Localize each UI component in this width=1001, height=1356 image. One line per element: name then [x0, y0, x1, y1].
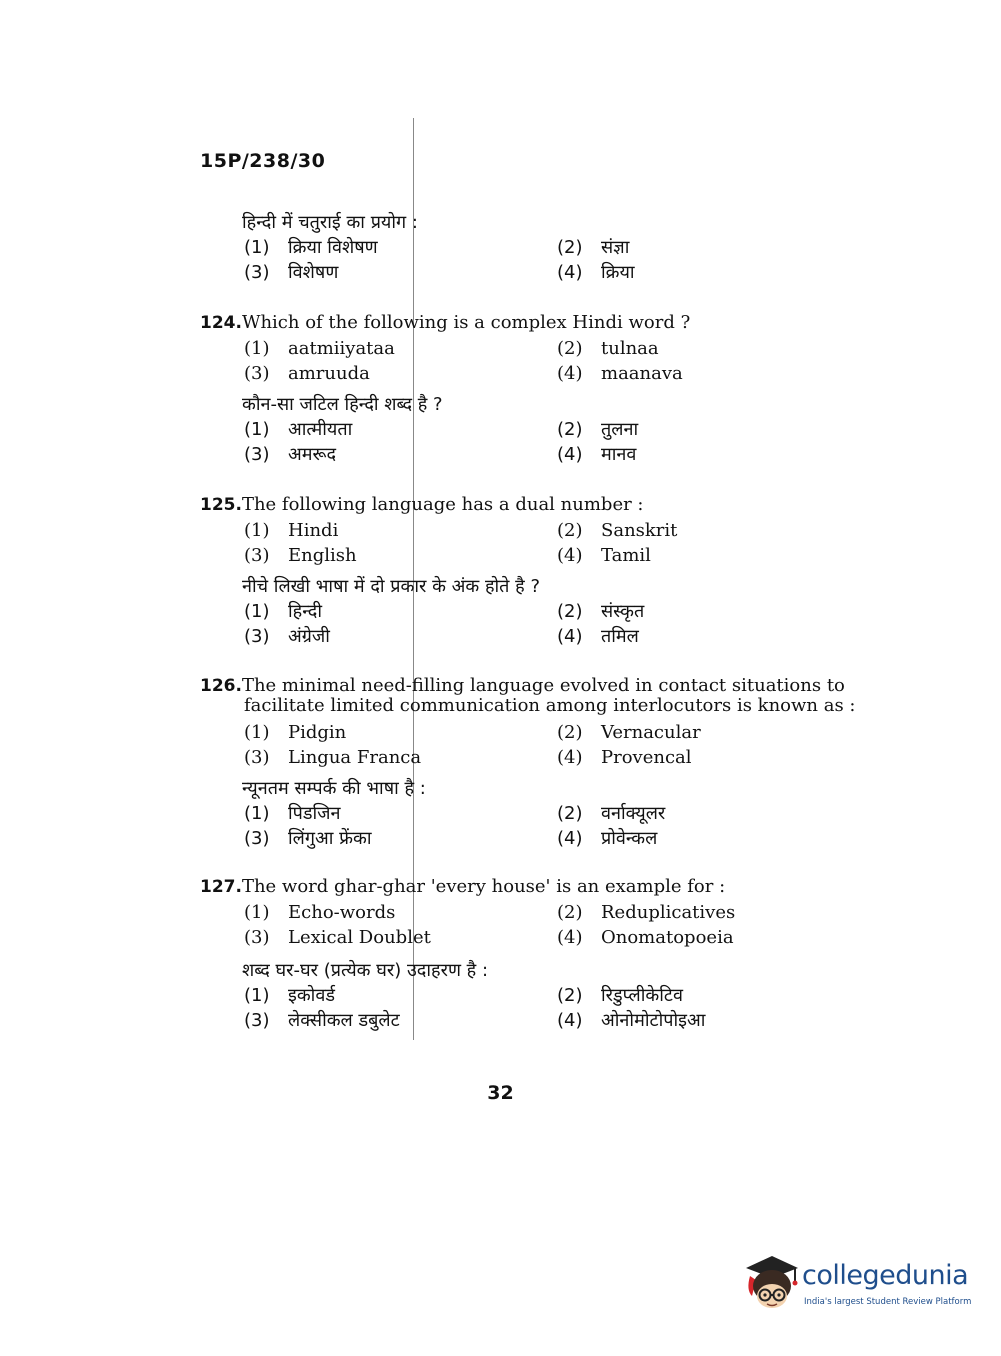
brand-tagline: India's largest Student Review Platform	[804, 1297, 972, 1307]
option-4: (4) ओनोमोटोपोइआ	[557, 1010, 706, 1031]
option-3: (3) Lexical Doublet	[244, 927, 431, 948]
option-1: (1) क्रिया विशेषण	[244, 237, 378, 258]
option-2: (2) संस्कृत	[557, 601, 645, 622]
brand-name: collegedunia	[802, 1260, 969, 1291]
option-1: (1) इकोवर्ड	[244, 985, 335, 1006]
option-2: (2) रिडुप्लीकेटिव	[557, 985, 683, 1006]
option-4: (4) maanava	[557, 363, 683, 384]
mascot-icon	[742, 1250, 800, 1312]
option-1: (1) aatmiiyataa	[244, 338, 395, 359]
hindi-question-text: नीचे लिखी भाषा में दो प्रकार के अंक होते है ?	[242, 576, 540, 597]
question-text: The word ghar-ghar 'every house' is an example for :	[241, 876, 726, 897]
option-4: (4) Provencal	[557, 747, 692, 768]
english-options	[200, 900, 870, 950]
option-4: (4) तमिल	[557, 626, 639, 647]
option-3: (3) लिंगुआ फ्रेंका	[244, 828, 372, 849]
option-3: (3) amruuda	[244, 363, 370, 384]
option-3: (3) Lingua Franca	[244, 747, 422, 768]
hindi-options	[200, 983, 870, 1033]
question-number: 126.	[200, 676, 242, 696]
option-2: (2) वर्नाक्यूलर	[557, 803, 666, 824]
question-line	[200, 676, 870, 716]
option-4: (4) Tamil	[557, 545, 651, 566]
option-1: (1) हिन्दी	[244, 601, 323, 622]
hindi-question-text: हिन्दी में चतुराई का प्रयोग :	[242, 212, 418, 233]
question-text: Which of the following is a complex Hindi word ?	[241, 312, 691, 333]
option-1: (1) Pidgin	[244, 722, 347, 743]
question-126	[200, 676, 870, 851]
option-3: (3) विशेषण	[244, 262, 339, 283]
option-3: (3) अंग्रेजी	[244, 626, 330, 647]
option-1: (1) Hindi	[244, 520, 339, 541]
option-3: (3) English	[244, 545, 357, 566]
hindi-options	[200, 599, 870, 649]
hindi-options	[200, 235, 870, 285]
option-4: (4) Onomatopoeia	[557, 927, 734, 948]
question-number: 125.	[200, 495, 242, 515]
hindi-options	[200, 801, 870, 851]
option-3: (3) लेक्सीकल डबुलेट	[244, 1010, 400, 1031]
question-line	[200, 874, 870, 900]
hindi-question-text: न्यूनतम सम्पर्क की भाषा है :	[242, 778, 426, 799]
english-options	[200, 336, 870, 386]
option-2: (2) Vernacular	[557, 722, 701, 743]
option-2: (2) तुलना	[557, 419, 639, 440]
question-123-hindi	[200, 210, 870, 285]
option-1: (1) आत्मीयता	[244, 419, 353, 440]
option-1: (1) Echo-words	[244, 902, 396, 923]
question-124	[200, 310, 870, 467]
question-number: 124.	[200, 313, 242, 333]
page-number: 32	[487, 1082, 514, 1104]
collegedunia-logo	[742, 1248, 972, 1314]
option-2: (2) Sanskrit	[557, 520, 678, 541]
question-line	[200, 492, 870, 518]
option-2: (2) संज्ञा	[557, 237, 630, 258]
hindi-question-text: शब्द घर-घर (प्रत्येक घर) उदाहरण है :	[242, 960, 489, 981]
question-125	[200, 492, 870, 649]
question-line	[200, 310, 870, 336]
option-2: (2) Reduplicatives	[557, 902, 736, 923]
option-4: (4) मानव	[557, 444, 637, 465]
option-4: (4) क्रिया	[557, 262, 635, 283]
option-4: (4) प्रोवेन्कल	[557, 828, 658, 849]
question-number: 127.	[200, 877, 242, 897]
option-2: (2) tulnaa	[557, 338, 659, 359]
question-text: The minimal need-filling language evolved in contact situations to facilitate limited communication among interlocutors is known as :	[241, 675, 856, 716]
paper-code: 15P/238/30	[200, 150, 326, 172]
english-options	[200, 518, 870, 568]
hindi-options	[200, 417, 870, 467]
option-3: (3) अमरूद	[244, 444, 337, 465]
english-options	[200, 720, 870, 770]
option-1: (1) पिडजिन	[244, 803, 341, 824]
question-text: The following language has a dual number :	[241, 494, 644, 515]
question-127	[200, 874, 870, 1033]
hindi-question-text: कौन-सा जटिल हिन्दी शब्द है ?	[242, 394, 443, 415]
